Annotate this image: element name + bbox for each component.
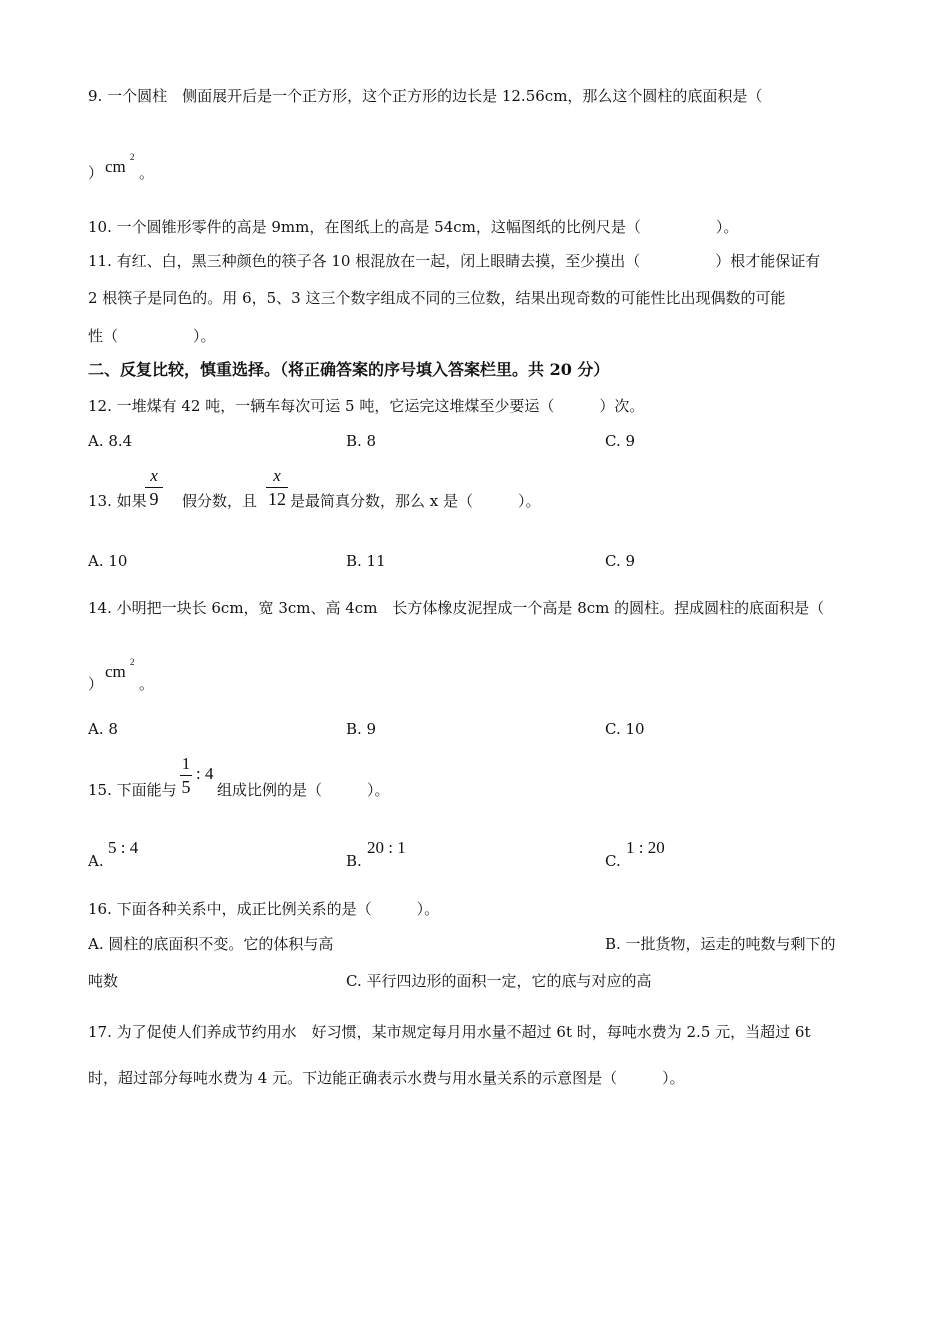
q15-option-b-label: B. [346,852,362,870]
q11-line2: 2 根筷子是同色的。用 6，5、3 这三个数字组成不同的三位数，结果出现奇数的可能性比出现偶数的可能 [88,289,786,307]
q12-option-c: C. 9 [605,432,636,450]
q14-line1: 14. 小明把一块长 6cm，宽 3cm、高 4cm 长方体橡皮泥捏成一个高是 8cm 的圆柱。捏成圆柱的底面积是（ [88,599,825,617]
q15-prefix: 15. 下面能与 [88,781,177,799]
q13-option-a: A. 10 [88,552,128,570]
q13-fraction-1-denominator: 9 [149,489,159,509]
q14-exponent: 2 [130,657,135,667]
q13-fraction-1 [145,467,163,508]
q14-option-a: A. 8 [88,720,118,738]
q16-option-a: A. 圆柱的底面积不变。它的体积与高 [88,935,334,953]
q14-unit: cm [105,662,126,681]
q15-suffix: 组成比例的是（ ）。 [217,781,390,799]
q14-option-b: B. 9 [346,720,377,738]
q12-option-b: B. 8 [346,432,377,450]
q11-line1: 11. 有红、白，黑三种颜色的筷子各 10 根混放在一起，闭上眼睛去摸，至少摸出（ ）根才能保证有 [88,252,821,270]
q14-end: 。 [139,675,155,693]
q13-fraction-1-numerator: x [150,466,158,485]
q15-option-c-value: 1 : 20 [626,838,665,857]
q9-exponent: 2 [130,152,135,162]
q15-fraction [180,755,192,796]
q15-option-c-label: C. [605,852,621,870]
q15-option-a-value: 5 : 4 [108,838,139,857]
q11-line3: 性（ ）。 [88,327,216,345]
q9-unit: cm [105,157,126,176]
q16-option-b-continued: 吨数 [88,972,119,990]
q13-option-c: C. 9 [605,552,636,570]
q13-option-b: B. 11 [346,552,386,570]
q10-text: 10. 一个圆锥形零件的高是 9mm，在图纸上的高是 54cm，这幅图纸的比例尺是（ ）。 [88,218,739,236]
q16-stem: 16. 下面各种关系中，成正比例关系的是（ ）。 [88,900,440,918]
q14-option-c: C. 10 [605,720,645,738]
q16-option-b: B. 一批货物，运走的吨数与剩下的 [605,935,836,953]
q13-fraction-2-denominator: 12 [268,489,286,509]
q13-middle-text: 假分数，且 [182,492,258,510]
q15-option-b-value: 20 : 1 [367,838,406,857]
q17-line2: 时，超过部分每吨水费为 4 元。下边能正确表示水费与用水量关系的示意图是（ ）。 [88,1069,685,1087]
q15-fraction-denominator: 5 [181,777,191,797]
q13-prefix: 13. 如果 [88,492,147,510]
q14-paren-close: ） [88,675,104,693]
q9-line1: 9. 一个圆柱 侧面展开后是一个正方形，这个正方形的边长是 12.56cm，那么这个圆柱的底面积是（ [88,87,763,105]
q16-option-c: C. 平行四边形的面积一定，它的底与对应的高 [346,972,652,990]
q12-stem: 12. 一堆煤有 42 吨，一辆车每次可运 5 吨，它运完这堆煤至少要运（ ）次。 [88,397,645,415]
q13-fraction-2-numerator: x [273,466,281,485]
q13-suffix: 是最简真分数，那么 x 是（ ）。 [290,492,541,510]
q15-ratio-tail: : 4 [196,764,214,783]
section-2-title: 二、反复比较，慎重选择。（将正确答案的序号填入答案栏里。共 20 分） [88,360,610,379]
q9-end: 。 [139,164,155,182]
q13-fraction-2 [266,467,288,508]
q17-line1: 17. 为了促使人们养成节约用水 好习惯，某市规定每月用水量不超过 6t 时，每吨水费为 2.5 元，当超过 6t [88,1023,811,1041]
q15-fraction-numerator: 1 [181,754,191,773]
q9-paren-close: ） [88,164,104,182]
q15-option-a-label: A. [88,852,104,870]
q12-option-a: A. 8.4 [88,432,133,450]
